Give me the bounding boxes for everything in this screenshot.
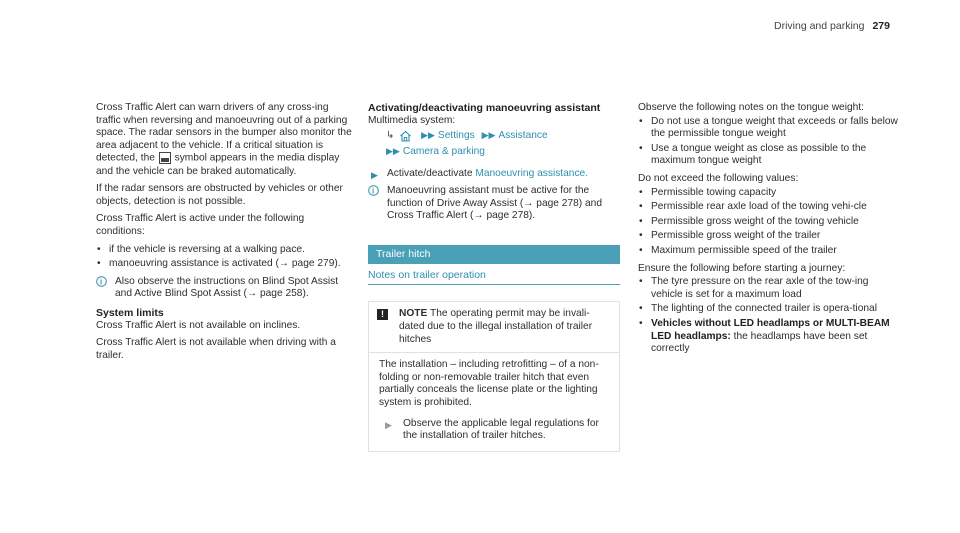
paragraph: If the radar sensors are obstructed by vehicles or other objects, detection is not possible. (96, 183, 343, 207)
list-item: • Permissible gross weight of the towing vehicle (638, 216, 900, 229)
system-label: Multimedia system: (368, 114, 456, 126)
paragraph: Cross Traffic Alert is active under the following conditions: (96, 213, 305, 238)
journey-list (638, 276, 900, 356)
info-note (368, 185, 620, 223)
notice-body (369, 353, 619, 451)
navigation-path (386, 129, 620, 143)
list-item: • The lighting of the connected trailer is opera-tional (638, 303, 900, 316)
chevron-right-icon: ▶▶ (421, 130, 435, 141)
step-text: Activate/deactivate (387, 168, 473, 180)
section-title: Driving and parking (774, 20, 865, 32)
note-text: Manoeuvring assistant must be active for the function of Drive Away Assist (→ page 278) and Cross Traffic Alert (→ page 278). (387, 184, 602, 222)
nav-assistance[interactable]: Assistance (498, 130, 548, 142)
navigation-path-cont (386, 145, 620, 159)
svg-text:i: i (100, 277, 103, 287)
paragraph: Do not exceed the following values: (638, 172, 799, 184)
list-item: • Do not use a tongue weight that exceeds or falls below the permissible tongue weight (638, 116, 900, 141)
note-text: Also observe the instructions on Blind Spot Assist and Active Blind Spot Assist (→ page 258). (115, 275, 339, 300)
column-1 (96, 102, 352, 367)
subheading: Notes on trailer operation (368, 269, 620, 286)
page-header (774, 20, 890, 32)
manoeuvring-assistance-link[interactable]: Manoeuvring assistance. (475, 168, 589, 180)
chevron-right-icon: ▶▶ (481, 130, 496, 141)
intro-paragraph (96, 102, 352, 178)
list-item: • Use a tongue weight as close as possible to the maximum tongue weight (638, 143, 900, 168)
list-item: • manoeuvring assistance is activated (→ page 279). (96, 258, 352, 271)
condition-text: the headlamps have been set correctly (651, 330, 868, 355)
tongue-weight-list (638, 116, 900, 168)
bold-condition: Vehicles without LED headlamps or MULTI-BEAM LED headlamps: (651, 317, 890, 342)
step-text: Observe the applicable legal regulations for the installation of trailer hitches. (403, 417, 599, 442)
notice-text: The installation – including retrofitting – of a non-folding or non-removable trailer hitch that even partially conceals the license plate or the lighting system is prohibited. (379, 359, 599, 408)
list-item: • Permissible gross weight of the trailer (638, 230, 900, 243)
paragraph: Cross Traffic Alert is not available on inclines. (96, 319, 301, 331)
limits-list (638, 187, 900, 258)
nav-settings[interactable]: Settings (437, 130, 475, 142)
column-2 (368, 102, 620, 452)
paragraph: Cross Traffic Alert is not available when driving with a trailer. (96, 337, 336, 361)
notice-step (379, 418, 611, 443)
info-icon (368, 185, 379, 196)
info-note (96, 276, 352, 301)
paragraph: Ensure the following before starting a journey: (638, 262, 846, 274)
section-bar: Trailer hitch (368, 245, 620, 264)
list-item: • Permissible towing capacity (638, 187, 900, 200)
list-item: • The tyre pressure on the rear axle of the tow-ing vehicle is set for a maximum load (638, 276, 900, 301)
notice-label: NOTE (399, 308, 428, 320)
info-icon (96, 276, 107, 287)
instruction-step (368, 168, 620, 181)
notice-box (368, 301, 620, 451)
list-item: • Permissible rear axle load of the towing vehi-cle (638, 201, 900, 214)
page-number: 279 (872, 20, 890, 32)
nav-camera-parking[interactable]: Camera & parking (402, 145, 485, 157)
warning-icon: ! (377, 309, 388, 320)
step-arrow-icon: ▶ (385, 419, 392, 430)
home-icon (399, 130, 412, 142)
column-3 (638, 102, 900, 361)
list-item: • Maximum permissible speed of the trailer (638, 245, 900, 258)
intro-text: Cross Traffic Alert can warn drivers of any cross-ing traffic when reversing and manoeuvring out of a parking space. The radar sensors in the bumper also monitor the area adjacent to the vehicle. If a critical situation is detected, the (96, 102, 352, 165)
section-heading: Activating/deactivating manoeuvring assistant (368, 102, 601, 114)
step-arrow-icon: ▶ (371, 170, 378, 181)
notice-header (369, 302, 619, 353)
notice-title: The operating permit may be invali-dated due to the illegal installation of trailer hitches (399, 308, 593, 345)
cross-traffic-alert-icon (159, 152, 171, 164)
return-arrow-icon: ↳ (386, 130, 395, 142)
list-item (638, 318, 900, 356)
chevron-right-icon: ▶▶ (386, 145, 400, 156)
section-heading: System limits (96, 307, 164, 319)
conditions-list (96, 244, 352, 271)
intro-text-cont: symbol appears in the media display and the vehicle can be braked automatically. (96, 153, 340, 177)
svg-text:i: i (372, 186, 375, 196)
paragraph: Observe the following notes on the tongue weight: (638, 102, 864, 113)
list-item: • if the vehicle is reversing at a walking pace. (96, 244, 352, 257)
